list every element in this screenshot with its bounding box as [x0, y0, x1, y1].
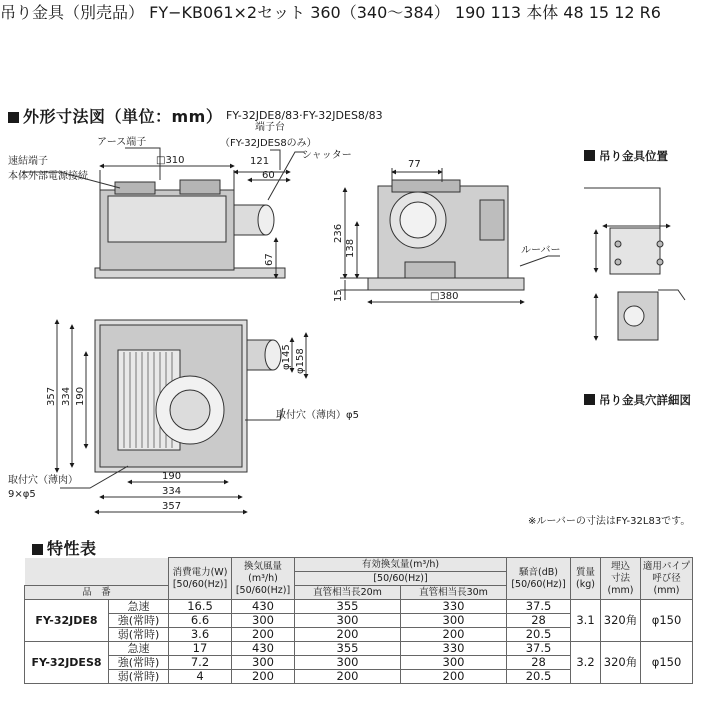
- detail-r6: R6: [639, 3, 661, 22]
- noise-cell: 20.5: [507, 670, 571, 684]
- hanger-position-title: 吊り金具位置: [584, 148, 668, 164]
- noise-header: 騒音(dB) [50/60(Hz)]: [507, 558, 571, 600]
- front-width-dim: □310: [156, 155, 185, 166]
- noise-cell: 28: [507, 656, 571, 670]
- airflow-cell: 300: [232, 656, 295, 670]
- dim-236: 236: [333, 223, 344, 243]
- square-bullet-icon: [584, 150, 595, 161]
- mode-cell: 強(常時): [109, 656, 169, 670]
- mode-cell: 急速: [109, 642, 169, 656]
- mass-header: 質量 (kg): [571, 558, 601, 600]
- external-power-label: 本体外部電源接続: [8, 171, 88, 182]
- dim-334-horizontal: 334: [162, 486, 182, 497]
- airflow-cell: 200: [232, 670, 295, 684]
- airflow-cell: 430: [232, 642, 295, 656]
- model-numbers: FY-32JDE8/83·FY-32JDES8/83: [226, 109, 383, 122]
- eff30-cell: 300: [401, 656, 507, 670]
- eff20-cell: 200: [295, 628, 401, 642]
- dim-357-vertical: 357: [46, 386, 57, 406]
- mode-cell: 急速: [109, 600, 169, 614]
- mass-cell: 3.1: [571, 600, 601, 642]
- model-header: 品 番: [25, 586, 169, 600]
- dim-phi158: φ158: [295, 348, 306, 374]
- pipe30-header: 直管相当長30m: [401, 586, 507, 600]
- power-cell: 16.5: [169, 600, 232, 614]
- hanger-detail-title: 吊り金具穴詳細図: [584, 392, 691, 408]
- eff30-cell: 330: [401, 642, 507, 656]
- noise-cell: 37.5: [507, 642, 571, 656]
- noise-cell: 20.5: [507, 628, 571, 642]
- mass-cell: 3.2: [571, 642, 601, 684]
- airflow-cell: 300: [232, 614, 295, 628]
- dim-121: 121: [250, 156, 270, 167]
- cutout-cell: 320角: [601, 642, 641, 684]
- eff30-cell: 330: [401, 600, 507, 614]
- hanger-dim-190: 190: [454, 3, 486, 22]
- dim-phi145: φ145: [281, 344, 292, 370]
- cutout-cell: 320角: [601, 600, 641, 642]
- mount-hole-count: 9×φ5: [8, 489, 36, 500]
- mode-cell: 弱(常時): [109, 670, 169, 684]
- spec-table: [24, 557, 693, 684]
- eff20-cell: 300: [295, 614, 401, 628]
- side-view: [340, 168, 560, 302]
- pipe-header: 適用パイプ 呼び径 (mm): [641, 558, 693, 600]
- dim-60: 60: [262, 170, 275, 181]
- dim-138: 138: [345, 238, 356, 258]
- mode-cell: 強(常時): [109, 614, 169, 628]
- shutter-label: シャッター: [302, 150, 352, 161]
- pipe-cell: φ150: [641, 642, 693, 684]
- hanger-label: 吊り金具（別売品）: [0, 3, 145, 22]
- cutout-header: 埋込 寸法 (mm): [601, 558, 641, 600]
- dim-77: 77: [408, 159, 421, 170]
- detail-dim-12: 12: [614, 3, 635, 22]
- mode-cell: 弱(常時): [109, 628, 169, 642]
- spec-header-row-1: [25, 558, 693, 572]
- detail-dim-48: 48: [563, 3, 584, 22]
- dim-334-vertical: 334: [61, 386, 72, 406]
- power-cell: 7.2: [169, 656, 232, 670]
- hanger-position-drawing: [584, 188, 685, 340]
- eff20-cell: 300: [295, 656, 401, 670]
- eff30-cell: 200: [401, 670, 507, 684]
- hanger-kit-label: FY−KB061×2セット: [149, 3, 306, 22]
- effective-header: 有効換気量(m³/h): [295, 558, 507, 572]
- airflow-cell: 430: [232, 600, 295, 614]
- dim-15: 15: [333, 289, 344, 302]
- table-row: [25, 642, 693, 656]
- terminal-block-label: 端子台: [255, 122, 285, 133]
- dimension-section-title: 外形寸法図（単位：mm）: [8, 104, 222, 127]
- eff20-cell: 355: [295, 600, 401, 614]
- top-view: [57, 320, 306, 512]
- terminal-block-note: （FY-32JDES8のみ）: [220, 138, 317, 149]
- front-view: [22, 148, 305, 278]
- airflow-header: 換気風量 (m³/h) [50/60(Hz)]: [232, 558, 295, 600]
- effective-hz-header: [50/60(Hz)]: [295, 572, 507, 586]
- power-cell: 4: [169, 670, 232, 684]
- dim-357-horizontal: 357: [162, 501, 182, 512]
- eff30-cell: 200: [401, 628, 507, 642]
- power-cell: 3.6: [169, 628, 232, 642]
- dim-190-horizontal: 190: [162, 471, 182, 482]
- side-width-dim: □380: [430, 291, 459, 302]
- hanger-dim-113: 113: [490, 3, 522, 22]
- body-label: 本体: [526, 3, 559, 22]
- power-cell: 6.6: [169, 614, 232, 628]
- noise-cell: 37.5: [507, 600, 571, 614]
- louver-note: ※ルーバーの寸法はFY-32L83です。: [528, 516, 691, 527]
- mount-hole-label: 取付穴（薄肉）: [8, 475, 78, 486]
- detail-dim-15: 15: [588, 3, 610, 22]
- model-name: FY-32JDE8: [25, 600, 109, 642]
- pipe-cell: φ150: [641, 600, 693, 642]
- hanger-span-dim: 360（340〜384）: [310, 3, 450, 22]
- power-cell: 17: [169, 642, 232, 656]
- dim-190-vertical: 190: [75, 386, 86, 406]
- power-header: 消費電力(W) [50/60(Hz)]: [169, 558, 232, 600]
- dim-67: 67: [264, 253, 275, 266]
- mount-hole-thin-label: 取付穴（薄肉）φ5: [276, 410, 359, 421]
- pipe20-header: 直管相当長20m: [295, 586, 401, 600]
- square-bullet-icon: [584, 394, 595, 405]
- noise-cell: 28: [507, 614, 571, 628]
- model-name: FY-32JDES8: [25, 642, 109, 684]
- spec-section-title: 特性表: [32, 536, 97, 559]
- eff20-cell: 355: [295, 642, 401, 656]
- quick-terminal-label: 速結端子: [8, 156, 48, 167]
- table-row: [25, 600, 693, 614]
- louver-label: ルーバー: [521, 245, 561, 256]
- airflow-cell: 200: [232, 628, 295, 642]
- square-bullet-icon: [32, 544, 43, 555]
- earth-terminal-label: アース端子: [97, 137, 147, 148]
- eff20-cell: 200: [295, 670, 401, 684]
- eff30-cell: 300: [401, 614, 507, 628]
